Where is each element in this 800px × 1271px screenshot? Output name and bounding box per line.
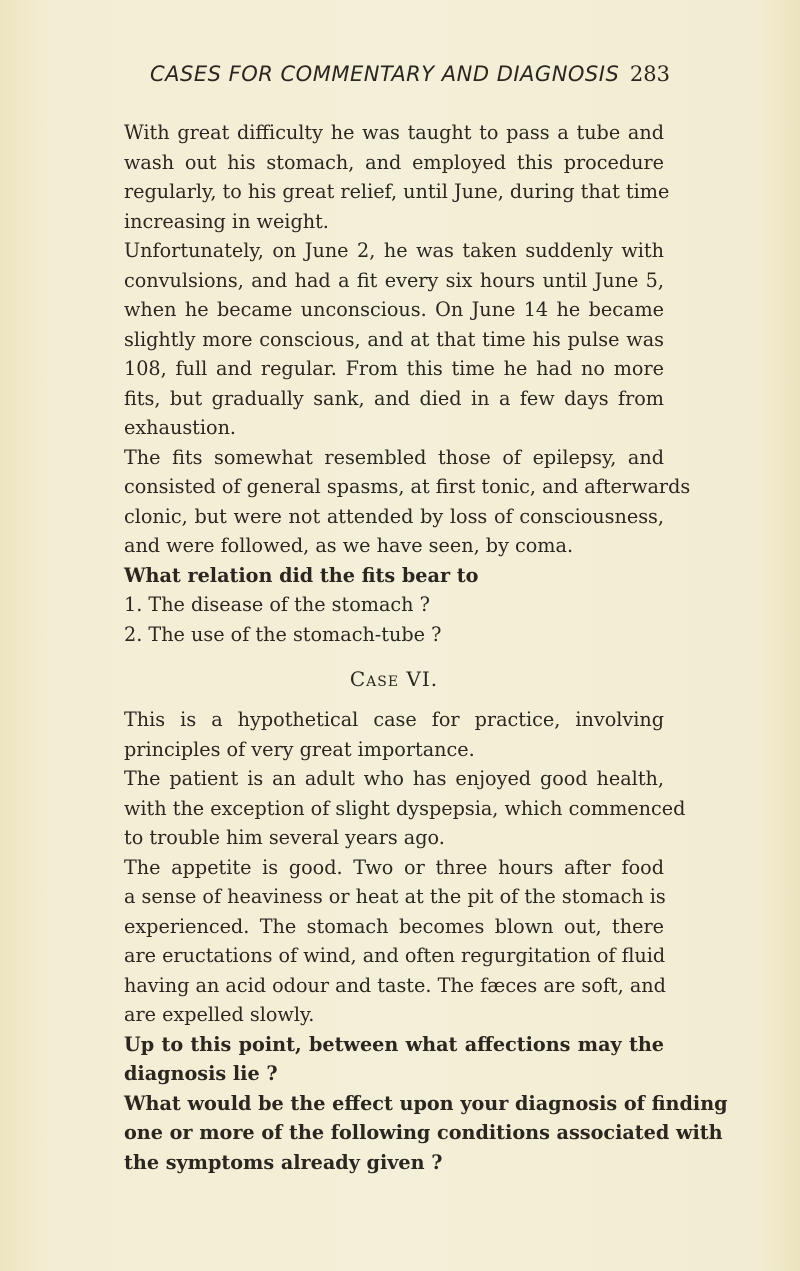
text-line: when he became unconscious. On June 14 he became: [124, 298, 664, 321]
text-line: experienced. The stomach becomes blown out, there: [124, 914, 664, 938]
running-header: [150, 62, 670, 98]
text-line: one or more of the following conditions associated with: [124, 1121, 723, 1144]
text-line: to trouble him several years ago.: [124, 826, 445, 849]
text-line: having an acid odour and taste. The fæces are soft, and: [124, 973, 666, 997]
text-line: with the exception of slight dyspepsia, which commenced: [124, 796, 686, 820]
text-line: 1. The disease of the stomach ?: [124, 593, 430, 616]
text-line: consisted of general spasms, at first tonic, and afterwards: [124, 475, 691, 498]
text-line: 108, full and regular. From this time he had no more: [124, 357, 664, 380]
running-title: CASES FOR COMMENTARY AND DIAGNOSIS: [150, 62, 620, 86]
text-line: and were followed, as we have seen, by coma.: [124, 534, 574, 557]
text-line: the symptoms already given ?: [124, 1150, 443, 1174]
case-vi-text: [124, 705, 728, 1177]
body-text: [124, 118, 728, 1177]
text-line: What relation did the fits bear to: [124, 563, 479, 587]
text-line: The patient is an adult who has enjoyed good health,: [124, 767, 664, 790]
text-line: a sense of heaviness or heat at the pit of the stomach is: [124, 885, 666, 908]
text-line: are eructations of wind, and often regurgitation of fluid: [124, 944, 666, 967]
text-line: regularly, to his great relief, until June, during that time: [124, 180, 670, 203]
text-line: This is a hypothetical case for practice, involving: [124, 708, 664, 731]
text-line: convulsions, and had a fit every six hours until June 5,: [124, 268, 664, 292]
text-line: The appetite is good. Two or three hours after food: [124, 855, 664, 879]
text-line: fits, but gradually sank, and died in a few days from: [124, 386, 664, 410]
text-line: The fits somewhat resembled those of epilepsy, and: [124, 445, 664, 469]
text-line: diagnosis lie ?: [124, 1062, 278, 1085]
text-line: Unfortunately, on June 2, he was taken suddenly with: [124, 239, 664, 262]
text-line: slightly more conscious, and at that time his pulse was: [124, 327, 664, 351]
text-line: principles of very great importance.: [124, 737, 475, 761]
case-v-continuation: [124, 118, 691, 649]
case-heading: Case VI.: [349, 667, 439, 691]
page-number: 283: [629, 62, 670, 86]
text-line: What would be the effect upon your diagnosis of finding: [124, 1091, 728, 1115]
text-line: are expelled slowly.: [124, 1003, 315, 1026]
text-line: wash out his stomach, and employed this procedure: [124, 150, 664, 174]
text-line: increasing in weight.: [124, 209, 329, 233]
text-line: clonic, but were not attended by loss of consciousness,: [124, 504, 664, 528]
text-line: exhaustion.: [124, 416, 237, 439]
text-line: With great difficulty he was taught to pass a tube and: [124, 121, 664, 144]
text-line: 2. The use of the stomach-tube ?: [124, 622, 442, 646]
text-line: Up to this point, between what affections may the: [124, 1032, 664, 1056]
